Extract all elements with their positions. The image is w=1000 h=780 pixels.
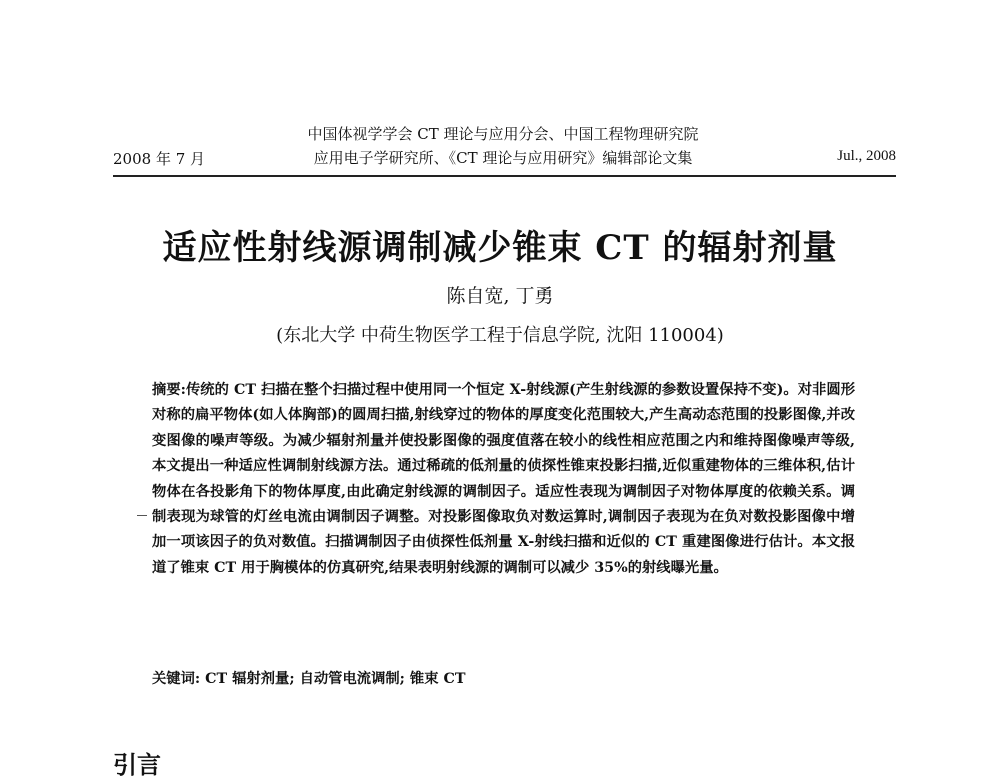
section-heading-intro: 引言 (113, 750, 161, 779)
header-date-english: Jul., 2008 (837, 148, 896, 164)
abstract-text: 传统的 CT 扫描在整个扫描过程中使用同一个恒定 X-射线源(产生射线源的参数设置保持不变)。对非圆形对称的扁平物体(如人体胸部)的圆周扫描,射线穿过的物体的厚度变化范围较大,产生高动态范围的投影图像,并改变图像的噪声等级。为减少辐射剂量并使投影图像的强度值落在较小的线性相应范围之内和维持图像噪声等级,本文提出一种适应性调制射线源方法。通过稀疏的低剂量的侦探性锥束投影扫描,近似重建物体的三维体积,估计物体在各投影角下的物体厚度,由此确定射线源的调制因子。适应性表现为调制因子对物体厚度的依赖关系。调制表现为球管的灯丝电流由调制因子调整。对投影图像取负对数运算时,调制因子表现为在负对数投影图像中增加一项该因子的负对数值。扫描调制因子由侦探性低剂量 X-射线扫描和近似的 CT 重建图像进行估计。本文报道了锥束 CT 用于胸模体的仿真研究,结果表明射线源的调制可以减少 35%的射线曝光量。 (152, 382, 855, 576)
header-rule (113, 175, 896, 177)
header-proceedings (243, 122, 763, 170)
paper-title: 适应性射线源调制减少锥束 CT 的辐射剂量 (162, 228, 838, 268)
paper-authors: 陈自宽, 丁勇 (446, 285, 554, 307)
abstract-label: 摘要: (152, 382, 186, 398)
keywords-text: CT 辐射剂量; 自动管电流调制; 锥束 CT (205, 671, 466, 687)
margin-mark (137, 515, 147, 516)
header-date-chinese: 2008 年 7 月 (113, 150, 206, 168)
keywords-label: 关键词: (152, 671, 201, 687)
running-header (113, 122, 896, 176)
abstract (152, 378, 855, 581)
paper-affiliation: (东北大学 中荷生物医学工程于信息学院, 沈阳 110004) (276, 325, 724, 346)
header-org-line-1: 中国体视学学会 CT 理论与应用分会、中国工程物理研究院 (307, 125, 699, 143)
header-org-line-2: 应用电子学研究所、《CT 理论与应用研究》编辑部论文集 (313, 149, 693, 167)
keywords (152, 668, 855, 688)
